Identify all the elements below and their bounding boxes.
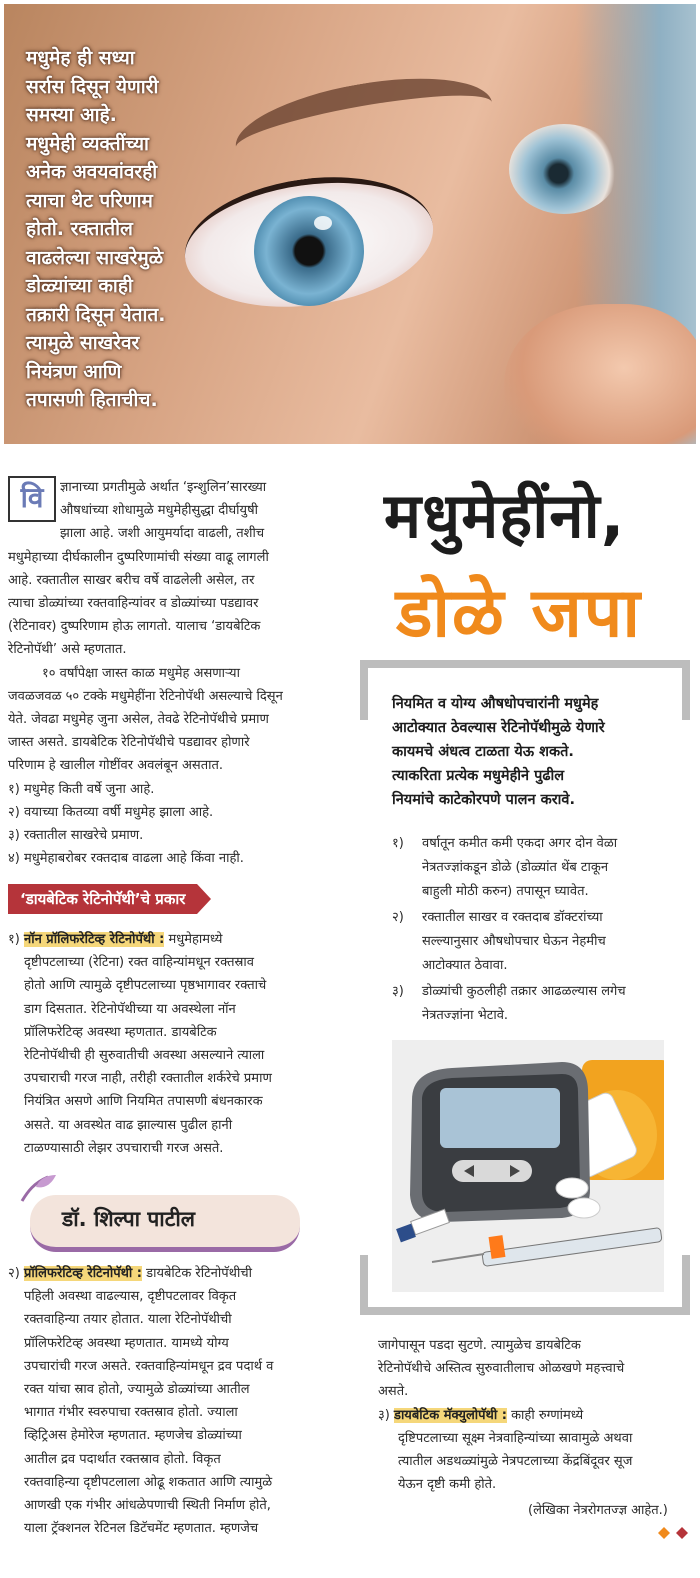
type1-line: डाग दिसतात. रेटिनोपॅथीच्या या अवस्थेला नॉन (24, 1001, 236, 1017)
tips-intro (392, 692, 605, 812)
intro-line: झाला आहे. जशी आयुमर्यादा वाढली, तशीच (60, 526, 265, 542)
type3-line: त्यातील अडथळ्यांमुळे नेत्रपटलाच्या केंद्रबिंदूवर सूज (398, 1454, 633, 1470)
type2-line: प्रॉलिफरेटिव्ह अवस्था म्हणतात. यामध्ये योग्य (24, 1335, 229, 1351)
iris (254, 196, 364, 306)
tips-intro-line: नियमांचे काटेकोरपणे पालन करावे. (392, 792, 575, 808)
tip-rule-number: १) (392, 836, 404, 851)
type2-line: उपचारांची गरज असते. रक्तवाहिन्यांमधून द्रव पदार्थ व (24, 1358, 274, 1374)
type1-first-line (8, 928, 353, 951)
type2-line: व्हिट्रिअस हेमोरेज म्हणतात. म्हणजेच डोळ्यांच्या (24, 1428, 242, 1444)
type1-line: होतो आणि त्यामुळे दृष्टीपटलाच्या पृष्ठभागावर रक्ताचे (24, 978, 267, 994)
type1-line: उपचाराची गरज नाही, तरीही रक्तातील शर्करेचे प्रमाण (24, 1071, 272, 1087)
type3-body (378, 1427, 693, 1497)
type2-line: आणखी एक गंभीर आंधळेपणाची स्थिती निर्माण होते, (24, 1498, 271, 1514)
factors-list (8, 778, 353, 871)
type1-line: टाळण्यासाठी लेझर उपचाराची गरज असते. (24, 1140, 224, 1156)
paragraph-line: येते. जेवढा मधुमेह जुना असेल, तेवढे रेटिनोपॅथीचे प्रमाण (8, 712, 269, 728)
hero-caption-line: मधुमेह ही सध्या (26, 47, 135, 69)
hero-caption (26, 44, 246, 415)
factor-item: ४) मधुमेहाबरोबर रक्तदाब वाढला आहे किंवा नाही. (8, 851, 244, 867)
hero-caption-line: डोळ्यांच्या काही (26, 275, 133, 297)
type2-line: आतील द्रव पदार्थात रक्तस्राव होतो. विकृत (24, 1451, 221, 1467)
author-name: डॉ. शिल्पा पाटील (62, 1207, 195, 1231)
type1-label: नॉन प्रॉलिफरेटिव्ह रेटिनोपॅथी : (23, 932, 165, 947)
type3-first-line (378, 1404, 693, 1427)
intro-article (8, 476, 353, 870)
intro-line: औषधांच्या शोधामुळे मधुमेहीसुद्धा दीर्घायुषी (60, 503, 258, 519)
type3-line: येऊन दृष्टी कमी होते. (398, 1477, 497, 1493)
type2-num: २) (8, 1266, 20, 1281)
type3-label: डायबेटिक मॅक्युलोपॅथी : (393, 1407, 507, 1423)
hero-caption-line: तक्रारी दिसून येतात. (26, 303, 166, 326)
type2-line: पहिली अवस्था वाढल्यास, दृष्टीपटलावर विकृत (24, 1289, 237, 1305)
intro-paragraph (8, 476, 353, 662)
type2-label: प्रॉलिफरेटिव्ह रेटिनोपॅथी : (23, 1266, 142, 1281)
factor-item: २) वयाच्या कितव्या वर्षी मधुमेह झाला आहे. (8, 804, 214, 820)
end-diamond-icon (656, 1525, 692, 1541)
tip-rule-line: नेत्रतज्ज्ञांना भेटावे. (422, 1008, 509, 1023)
intro-line: मधुमेहाच्या दीर्घकालीन दुष्परिणामांची संख्या वाढू लागली (8, 549, 269, 565)
continuation-line: रेटिनोपॅथीचे अस्तित्व सुरुवातीलाच ओळखणे महत्त्वाचे (378, 1361, 625, 1377)
type1-num: १) (8, 932, 20, 947)
right-continuation (378, 1334, 693, 1496)
type2-first: डायबेटिक रेटिनोपॅथीची (141, 1266, 252, 1281)
tip-rule (392, 906, 626, 978)
author-badge (30, 1195, 300, 1247)
paragraph-line: जवळजवळ ५० टक्के मधुमेहींना रेटिनोपॅथी असल्याचे दिसून (8, 688, 283, 704)
second-eye (509, 124, 619, 214)
type1-body (8, 951, 353, 1160)
paragraph-line: परिणाम हे खालील गोष्टींवर अवलंबून असतात. (8, 758, 224, 774)
tip-rule-line: सल्ल्यानुसार औषधोपचार घेऊन नेहमीच (422, 934, 606, 949)
intro-line: ज्ञानाच्या प्रगतीमुळे अर्थात ‘इन्शुलिन’सारख्या (60, 480, 267, 495)
author-note: (लेखिका नेत्ररोगतज्ज्ञ आहेत.) (528, 1503, 668, 1518)
type2-line: रक्तवाहिन्या दृष्टीपटलाला ओढू शकतात आणि त्यामुळे (24, 1474, 273, 1490)
type1-line: रेटिनोपॅथीची ही सुरुवातीची अवस्था असल्याने त्याला (24, 1048, 265, 1064)
tip-rule-line: रक्तातील साखर व रक्तदाब डॉक्टरांच्या (422, 910, 603, 925)
type3-first: काही रुग्णांमध्ये (506, 1407, 584, 1423)
dropcap: वि (8, 476, 56, 522)
type2-block (8, 1262, 353, 1540)
factor-item: ३) रक्तातील साखरेचे प्रमाण. (8, 828, 144, 844)
iris-highlight (314, 216, 332, 230)
tip-rule (392, 980, 626, 1028)
intro-line: (रेटिनावर) दुष्परिणाम होऊ लागतो. यालाच ‘डायबेटिक (8, 619, 261, 635)
tips-intro-line: कायमचे अंधत्व टाळता येऊ शकते. (392, 744, 574, 760)
continuation-text (378, 1334, 693, 1404)
type2-first-line (8, 1262, 353, 1285)
section-title: ‘डायबेटिक रेटिनोपॅथी’चे प्रकार (8, 884, 197, 914)
second-paragraph (8, 662, 353, 778)
type1-line: नियंत्रित असणे आणि नियमित तपासणी बंधनकारक (24, 1094, 263, 1110)
eyebrow-shape (229, 62, 499, 188)
tips-intro-line: आटोक्यात ठेवल्यास रेटिनोपॅथीमुळे येणारे (392, 720, 605, 736)
glucometer-photo (392, 1040, 664, 1292)
intro-line: रेटिनोपॅथी’ असे म्हणतात. (8, 642, 127, 658)
tip-rule-line: आटोक्यात ठेवावा. (422, 958, 508, 973)
tip-rule-line: वर्षातून कमीत कमी एकदा अगर दोन वेळा (422, 836, 618, 851)
intro-line: त्याचा डोळ्यांच्या रक्तवाहिन्यांवर व डोळ्यांच्या पडद्यावर (8, 596, 259, 612)
headline-line1: मधुमेहींनो, (384, 479, 626, 552)
type2-line: भागात गंभीर स्वरुपाचा रक्तस्राव होतो. ज्याला (24, 1405, 238, 1421)
type1-line: प्रॉलिफरेटिव्ह अवस्था म्हणतात. डायबेटिक (24, 1024, 217, 1040)
tip-rule (392, 832, 626, 904)
continuation-line: जागेपासून पडदा सुटणे. त्यामुळेच डायबेटिक (378, 1338, 581, 1353)
tip-rule-line: नेत्रतज्ज्ञांकडून डोळे (डोळ्यांत थेंब टाकून (422, 860, 609, 875)
type1-line: दृष्टीपटलाच्या (रेटिना) रक्त वाहिन्यांमधून रक्तस्राव (24, 955, 255, 971)
hero-caption-line: तपासणी हिताचीच. (26, 389, 158, 411)
type1-line: असते. या अवस्थेत वाढ झाल्यास पुढील हानी (24, 1117, 233, 1133)
type3-line: दृष्टिपटलाच्या सूक्ष्म नेत्रवाहिन्यांच्या स्रावामुळे अथवा (398, 1430, 633, 1446)
type1-block (8, 928, 353, 1160)
paragraph-line: जास्त असते. डायबेटिक रेटिनोपॅथीचे पडद्यावर होणारे (8, 735, 250, 751)
hero-caption-line: वाढलेल्या साखरेमुळे (26, 246, 164, 269)
hero-caption-line: त्यामुळे साखरेवर (26, 332, 140, 354)
hero-eye-photo (4, 4, 696, 444)
tip-rule-line: डोळ्यांची कुठलीही तक्रार आढळल्यास लगेच (422, 984, 626, 999)
type1-first: मधुमेहामध्ये (164, 932, 223, 947)
hero-caption-line: होतो. रक्तातील (26, 218, 133, 240)
headline-line2: डोळे जपा (396, 574, 643, 653)
continuation-line: असते. (378, 1384, 409, 1400)
factor-item: १) मधुमेह किती वर्षे जुना आहे. (8, 781, 155, 797)
type2-line: रक्त यांचा स्राव होतो, ज्यामुळे डोळ्यांच्या आतील (24, 1382, 250, 1398)
hero-caption-line: मधुमेही व्यक्तींच्या (26, 132, 149, 155)
intro-line: आहे. रक्तातील साखर बरीच वर्षे वाढलेली असेल, तर (8, 572, 255, 588)
hero-caption-line: समस्या आहे. (26, 104, 117, 126)
type2-line: रक्तवाहिन्या तयार होतात. याला रेटिनोपॅथीची (24, 1312, 232, 1328)
hero-caption-line: सर्रास दिसून येणारी (26, 75, 159, 98)
tips-rules (392, 832, 626, 1030)
hero-caption-line: त्याचा थेट परिणाम (26, 189, 153, 212)
type2-body (8, 1285, 353, 1540)
tip-rule-number: २) (392, 910, 404, 925)
paragraph-line: १० वर्षांपेक्षा जास्त काळ मधुमेह असणाऱ्या (42, 665, 240, 681)
hero-caption-line: अनेक अवयवांवरही (26, 161, 158, 183)
tip-rule-line: बाहुली मोठी करुन) तपासून घ्यावेत. (422, 884, 589, 899)
type3-num: ३) (378, 1407, 390, 1423)
tips-intro-line: त्याकरिता प्रत्येक मधुमेहीने पुढील (392, 768, 565, 784)
type2-line: याला ट्रॅक्शनल रेटिनल डिटॅचमेंट म्हणतात. म्हणजेच (24, 1521, 259, 1537)
hero-caption-line: नियंत्रण आणि (26, 360, 122, 383)
nose-shape (504, 304, 696, 444)
tips-intro-line: नियमित व योग्य औषधोपचारांनी मधुमेह (392, 696, 599, 712)
tip-rule-number: ३) (392, 984, 404, 999)
